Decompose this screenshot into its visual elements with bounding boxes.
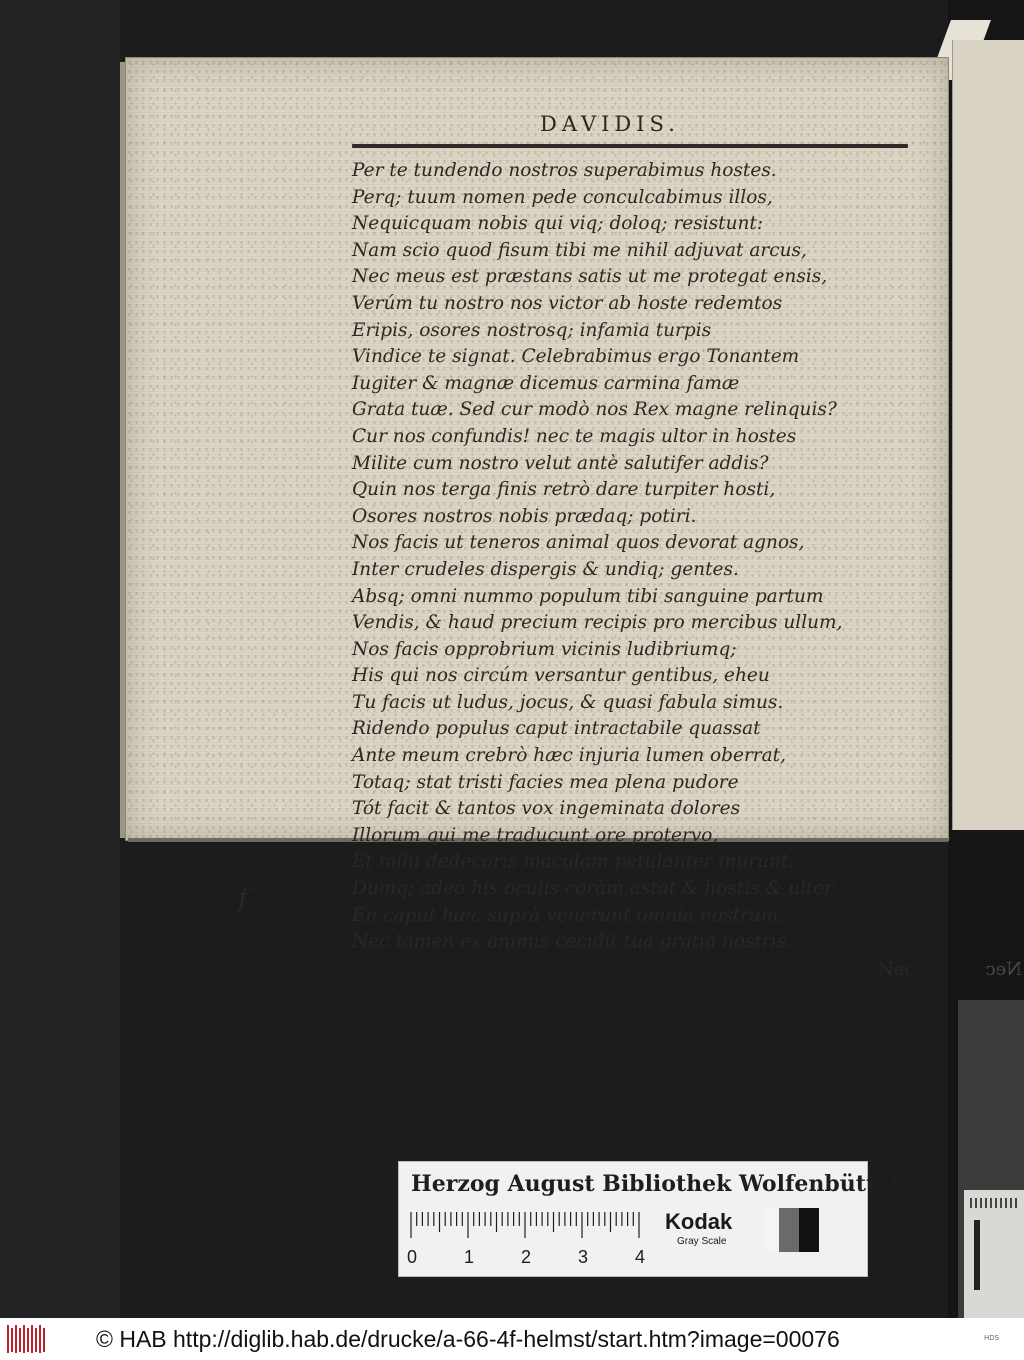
verse-line: Vendis, & haud precium recipis pro mercibus ullum, <box>352 612 843 634</box>
ruler-numbers <box>405 1246 655 1268</box>
ruler-scale <box>409 1210 645 1240</box>
verse-line: Inter crudeles dispergis & undiq; gentes. <box>352 558 739 580</box>
gray-patch-mid <box>779 1208 799 1252</box>
catchword: Nec <box>878 959 915 980</box>
verse-line: Cur nos confundis! nec te magis ultor in hostes <box>352 425 797 447</box>
verse-line: Et mihi dedecoris maculam petulanter inurunt. <box>352 851 795 873</box>
verse-line: Verúm tu nostro nos victor ab hoste redemtos <box>352 292 783 314</box>
ruler-number: 4 <box>634 1247 645 1267</box>
verse-line: Nec tamen ex animis cecidit tua gratia nostris. <box>352 931 793 953</box>
verse-line: His qui nos circúm versantur gentibus, eheu <box>352 665 770 687</box>
hab-logo-bar <box>11 1328 13 1352</box>
library-color-card <box>398 1161 899 1277</box>
verse-line: Perq; tuum nomen pede conculcabimus illos, <box>352 186 773 208</box>
gray-patch-black <box>799 1208 819 1252</box>
verse-line: Ridendo populus caput intractabile quassat <box>352 718 761 740</box>
verse-line: Quin nos terga finis retrò dare turpiter hosti, <box>352 479 776 501</box>
hab-logo-bar <box>31 1325 33 1353</box>
verse-line: Tót facit & tantos vox ingeminata dolores <box>352 798 741 820</box>
verse-text <box>352 158 912 956</box>
ruler-number: 2 <box>520 1247 531 1267</box>
running-head: DAVIDIS. <box>540 112 680 136</box>
facing-color-card <box>964 1190 1024 1318</box>
verse-line: Absq; omni nummo populum tibi sanguine partum <box>352 585 824 607</box>
hab-logo-bar <box>35 1328 37 1352</box>
verse-line: Dumq; adeò his oculis coràm astat & hostis & ultor. <box>352 878 838 900</box>
verse-line: En caput hæc suprà venerunt omnia nostrum, <box>352 904 785 926</box>
marginal-mark: f <box>238 884 248 914</box>
hab-logo-bar <box>7 1325 9 1353</box>
verse-line: Milite cum nostro velut antè salutifer addis? <box>352 452 769 474</box>
verse-line: Ante meum crebrò hæc injuria lumen oberrat, <box>352 745 787 767</box>
verse-line: Iugiter & magnæ dicemus carmina famæ <box>352 372 740 394</box>
kodak-subtitle: Gray Scale <box>677 1236 727 1247</box>
hab-logo-bar <box>15 1325 17 1353</box>
gray-scale-patches <box>765 1208 821 1252</box>
facing-page <box>952 40 1024 830</box>
footer-bar <box>0 1318 1024 1360</box>
kodak-logo: Kodak <box>665 1209 733 1234</box>
hab-logo-bar <box>27 1328 29 1352</box>
footer-credit-link[interactable]: © HAB http://diglib.hab.de/drucke/a-66-4f-helmst/start.htm?image=00076 <box>96 1326 840 1352</box>
verse-line: Grata tuæ. Sed cur modò nos Rex magne relinquis? <box>352 399 837 421</box>
verse-line: Nam scio quod fisum tibi me nihil adjuvat arcus, <box>352 239 807 261</box>
head-rule <box>352 144 908 148</box>
verse-line: Nos facis ut teneros animal quos devorat agnos, <box>352 532 805 554</box>
verse-line: Nos facis opprobrium vicinis ludibriumq; <box>352 638 737 660</box>
hab-logo-bar <box>39 1325 41 1353</box>
facing-card-text <box>970 1198 1020 1208</box>
ruler-number: 0 <box>406 1247 417 1267</box>
verse-line: Per te tundendo nostros superabimus hostes. <box>352 160 777 181</box>
footer-tiny-text: HDS <box>984 1334 1000 1342</box>
verse-line: Tu facis ut ludus, jocus, & quasi fabula simus. <box>352 691 784 713</box>
facing-catchword: Nec <box>985 959 1022 980</box>
verse-line: Nec meus est præstans satis ut me protegat ensis, <box>352 266 828 288</box>
ruler-number: 3 <box>577 1247 588 1267</box>
library-name: Herzog August Bibliothek Wolfenbüttel <box>411 1171 899 1197</box>
scan-backdrop-left <box>0 0 120 1318</box>
verse-line: Nequicquam nobis qui viq; doloq; resistunt: <box>352 213 764 235</box>
verse-line: Vindice te signat. Celebrabimus ergo Tonantem <box>352 346 800 368</box>
verse-line: Eripis, osores nostrosq; infamia turpis <box>352 319 712 341</box>
verse-line: Osores nostros nobis prædaq; potiri. <box>352 505 697 527</box>
hab-logo-bar <box>43 1328 45 1352</box>
facing-card-patch <box>974 1220 980 1290</box>
gray-patch-white <box>765 1208 779 1252</box>
hab-logo-icon <box>6 1324 46 1354</box>
hab-logo-bar <box>23 1325 25 1353</box>
verse-line: Totaq; stat tristi facies mea plena pudore <box>352 771 739 793</box>
hab-logo-bar <box>19 1328 21 1352</box>
verse-line: Illorum qui me traducunt ore protervo, <box>352 824 719 846</box>
ruler-number: 1 <box>463 1247 474 1267</box>
